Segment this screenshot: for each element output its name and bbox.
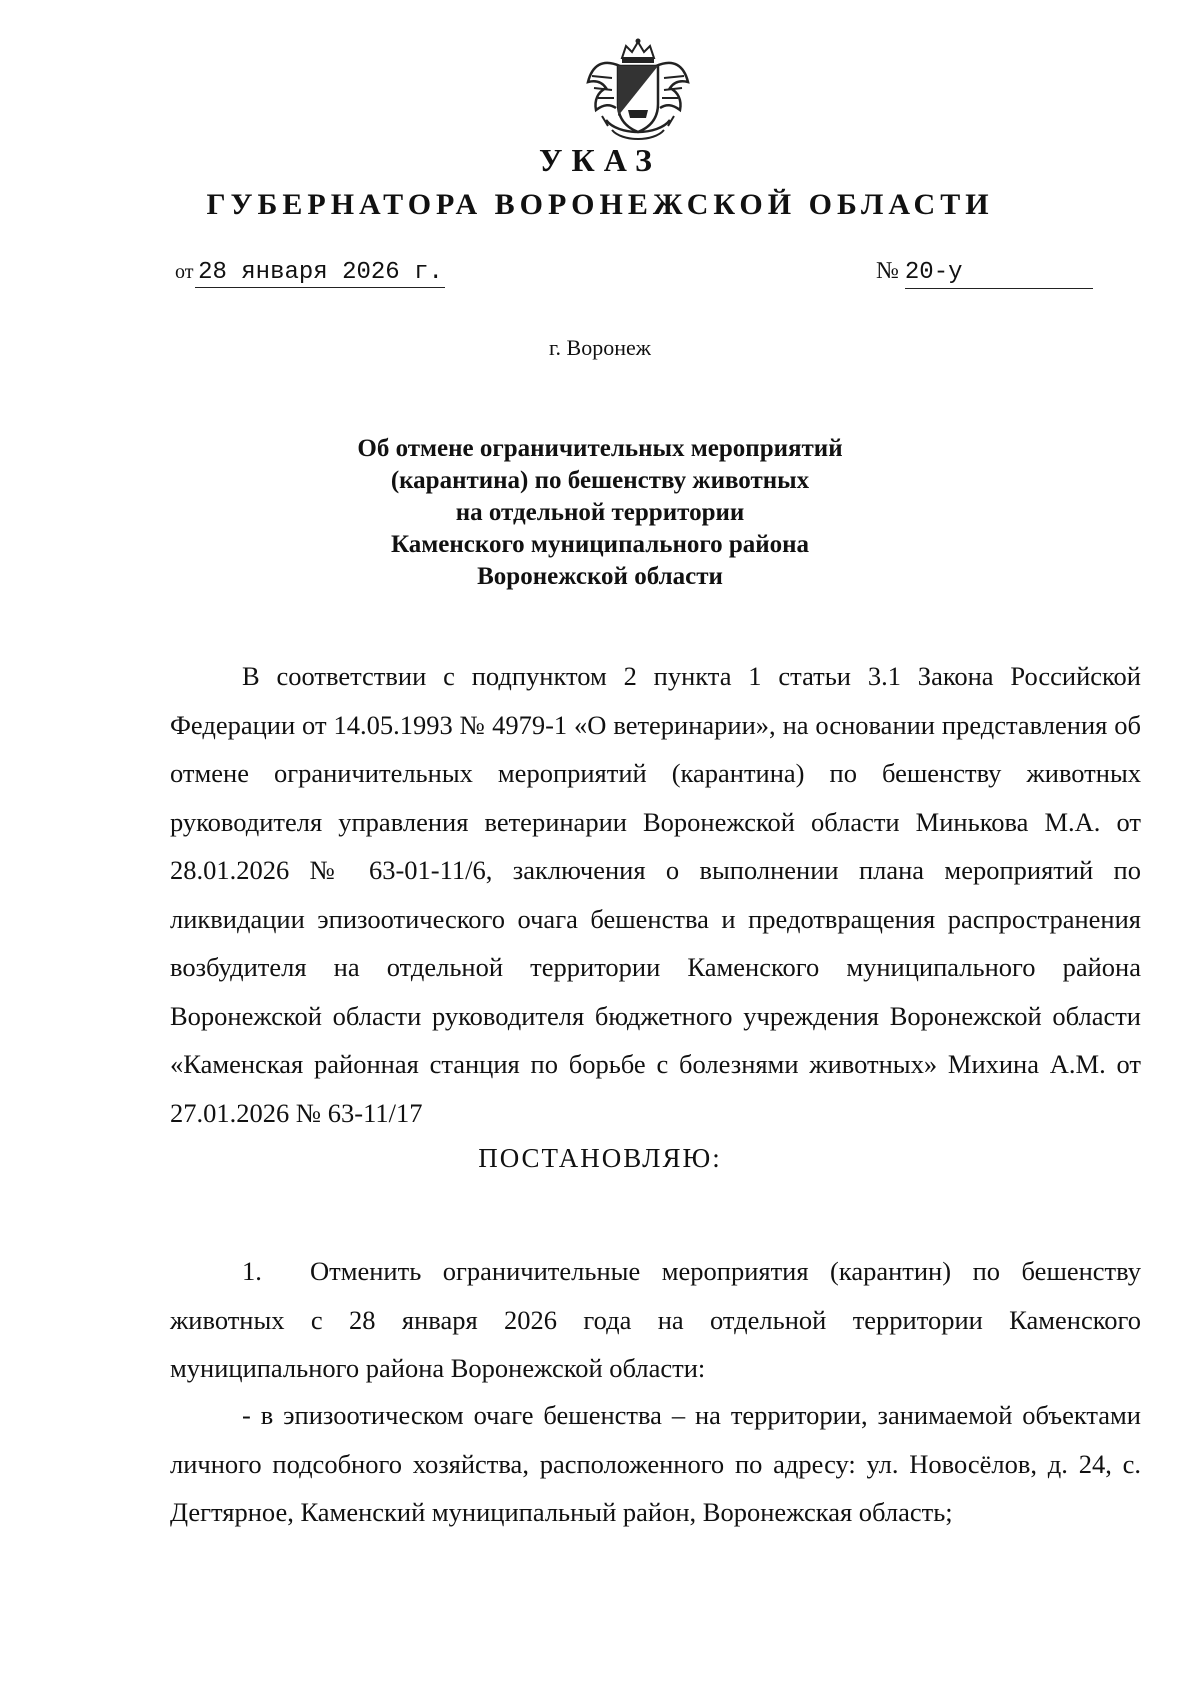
heading-line: на отдельной территории: [455, 499, 745, 526]
heading-line: Воронежской области: [477, 563, 723, 590]
number-field: [876, 256, 1093, 289]
item-1-paragraph: [170, 1247, 1141, 1393]
subitem-paragraph: - в эпизоотическом очаге бешенства – на территории, занимаемой объектами личного подсобного хозяйства, расположенного по адресу: ул. Новосёлов, д. 24, с. Дегтярное, Каменский муниципальный район, Воронежская область;: [170, 1400, 1141, 1527]
coat-of-arms-icon: [582, 36, 694, 150]
date-field: [175, 258, 445, 288]
decree-word: ПОСТАНОВЛЯЮ:: [478, 1143, 722, 1173]
heading-line: Каменского муниципального района: [390, 531, 810, 558]
heading-line: Об отмене ограничительных мероприятий: [357, 435, 843, 462]
document-heading: [250, 433, 950, 593]
date-label: от: [175, 261, 194, 283]
preamble-paragraph: В соответствии с подпунктом 2 пункта 1 статьи 3.1 Закона Российской Федерации от 14.05.1993 № 4979-1 «О ветеринарии», на основании представления об отмене ограничительных мероприятий (карантина) по бешенству животных руководителя управления ветеринарии Воронежской области Минькова М.А. от 28.01.2026 № 63-01-11/6, заключения о выполнении плана мероприятий по ликвидации эпизоотического очага бешенства и предотвращения распространения возбудителя на отдельной территории Каменского муниципального района Воронежской области руководителя бюджетного учреждения Воронежской области «Каменская районная станция по борьбе с болезнями животных» Михина А.М. от 27.01.2026 № 63-11/17: [170, 661, 1141, 1128]
city-line: г. Воронеж: [549, 335, 651, 360]
date-value: 28 января 2026 г.: [198, 259, 443, 286]
document-type-title: УКАЗ: [539, 142, 661, 178]
number-label: №: [876, 258, 899, 284]
number-value: 20-у: [904, 259, 963, 286]
item-text: Отменить ограничительные мероприятия (карантин) по бешенству животных с 28 января 2026 года на отдельной территории Каменского муниципального района Воронежской области:: [170, 1256, 1141, 1383]
issuer-title: ГУБЕРНАТОРА ВОРОНЕЖСКОЙ ОБЛАСТИ: [206, 188, 994, 221]
heading-line: (карантина) по бешенству животных: [390, 467, 810, 494]
item-number: 1.: [242, 1256, 262, 1286]
